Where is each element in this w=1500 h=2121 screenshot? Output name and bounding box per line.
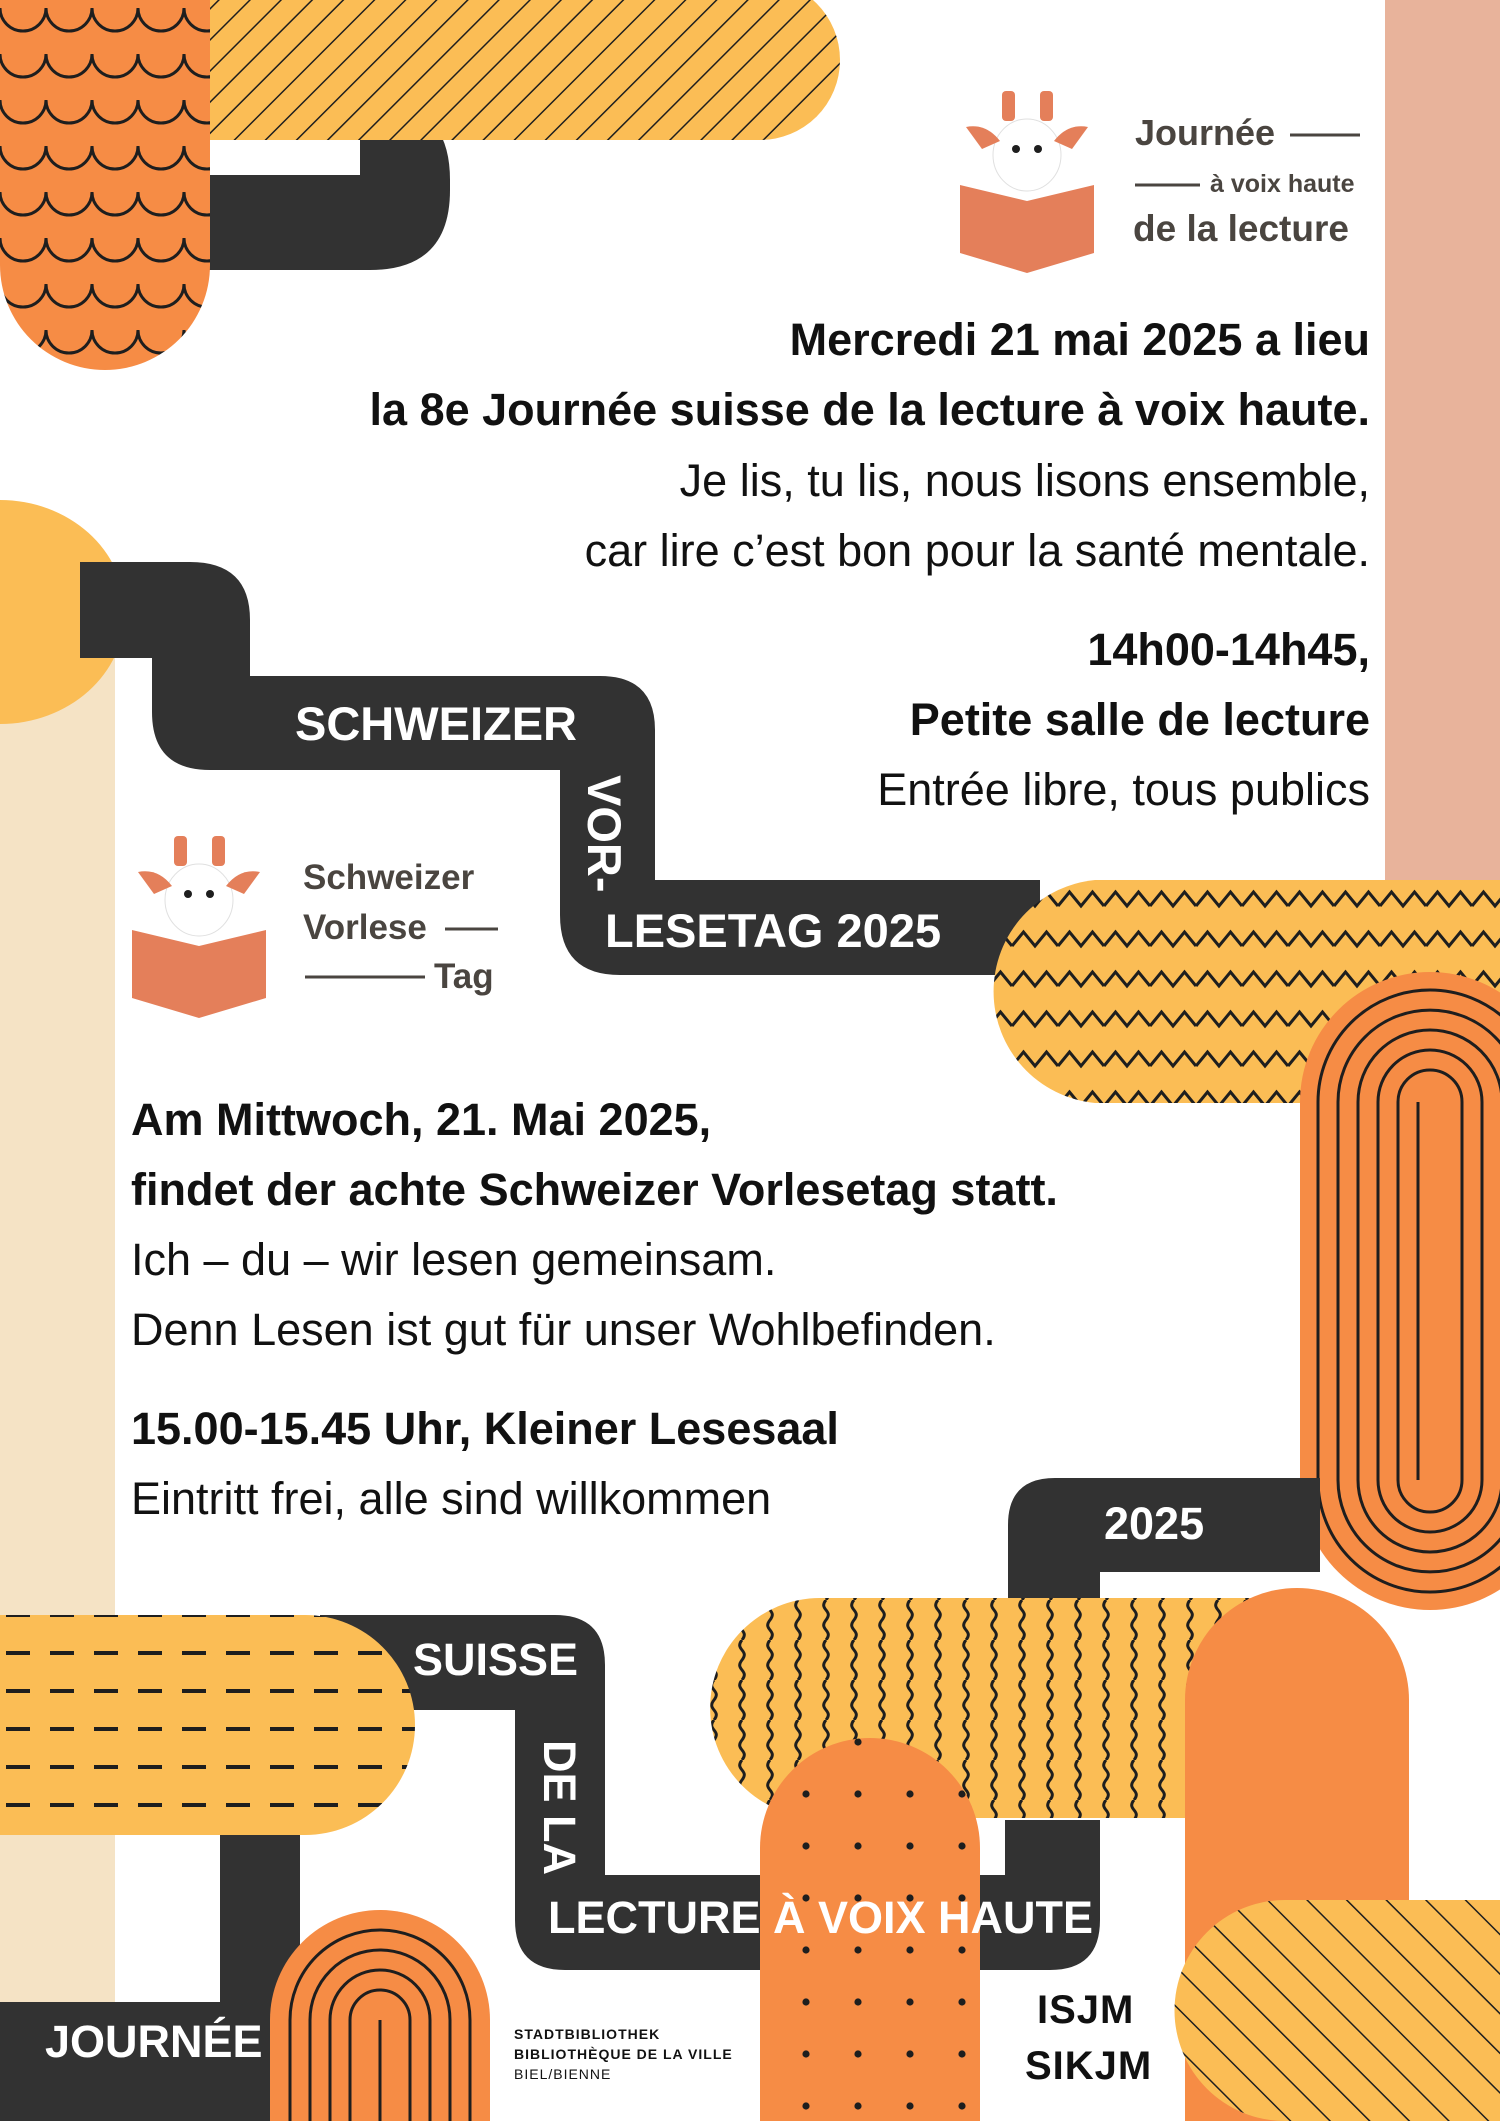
dash-pill [0,1615,415,1835]
band-de-word1: SCHWEIZER [295,697,577,750]
fr-entry: Entrée libre, tous publics [877,764,1370,815]
giraffe-logo-fr [960,91,1094,273]
band-de-word2: VOR- [578,775,631,893]
fr-line4: car lire c’est bon pour la santé mentale. [584,525,1370,576]
de-entry: Eintritt frei, alle sind willkommen [131,1473,772,1524]
band-fr-word1: SUISSE [413,1634,579,1685]
fr-place: Petite salle de lecture [909,694,1370,745]
de-line3: Ich – du – wir lesen gemeinsam. [131,1234,777,1285]
logo-fr-line3: de la lecture [1133,208,1349,249]
library-line2: BIBLIOTHÈQUE DE LA VILLE [514,2046,733,2062]
fr-line1: Mercredi 21 mai 2025 a lieu [789,314,1370,365]
orange-arch-right [1300,972,1500,1610]
right-salmon-strip [1385,0,1500,880]
library-line3: BIEL/BIENNE [514,2066,612,2082]
logo-de-line2: Vorlese [303,908,427,947]
de-line4: Denn Lesen ist gut für unser Wohlbefinden. [131,1304,996,1355]
de-time-place: 15.00-15.45 Uhr, Kleiner Lesesaal [131,1403,839,1454]
fr-line3: Je lis, tu lis, nous lisons ensemble, [679,455,1370,506]
logo-fr-line1: Journée [1135,112,1276,153]
giraffe-logo-de [132,836,266,1018]
band-fr-word2: DE LA [534,1740,585,1875]
band-fr-word4: JOURNÉE [45,2016,263,2067]
logo-de-line3: Tag [434,957,494,996]
de-line2: findet der achte Schweizer Vorlesetag statt. [131,1164,1058,1215]
band-fr-year: 2025 [1104,1498,1205,1549]
de-line1: Am Mittwoch, 21. Mai 2025, [131,1094,712,1145]
isjm-logo: ISJM [1037,1988,1135,2032]
top-white-notch [200,135,360,175]
logo-fr-line2: à voix haute [1210,170,1355,198]
orange-arch-bottom-left [270,1910,490,2121]
bottom-right-diagonal-pill [1175,1900,1500,2121]
fr-line2: la 8e Journée suisse de la lecture à voix haute. [369,384,1370,435]
fr-time: 14h00-14h45, [1087,624,1370,675]
top-yellow-pill [210,0,840,140]
band-fr-word3: LECTURE À VOIX HAUTE [548,1892,1094,1943]
library-line1: STADTBIBLIOTHEK [514,2026,661,2042]
top-orange-pill [0,0,210,370]
sikjm-logo: SIKJM [1025,2044,1153,2088]
band-de-word3: LESETAG 2025 [605,904,942,957]
logo-de-line1: Schweizer [303,858,475,897]
left-cream-strip [0,600,115,2121]
